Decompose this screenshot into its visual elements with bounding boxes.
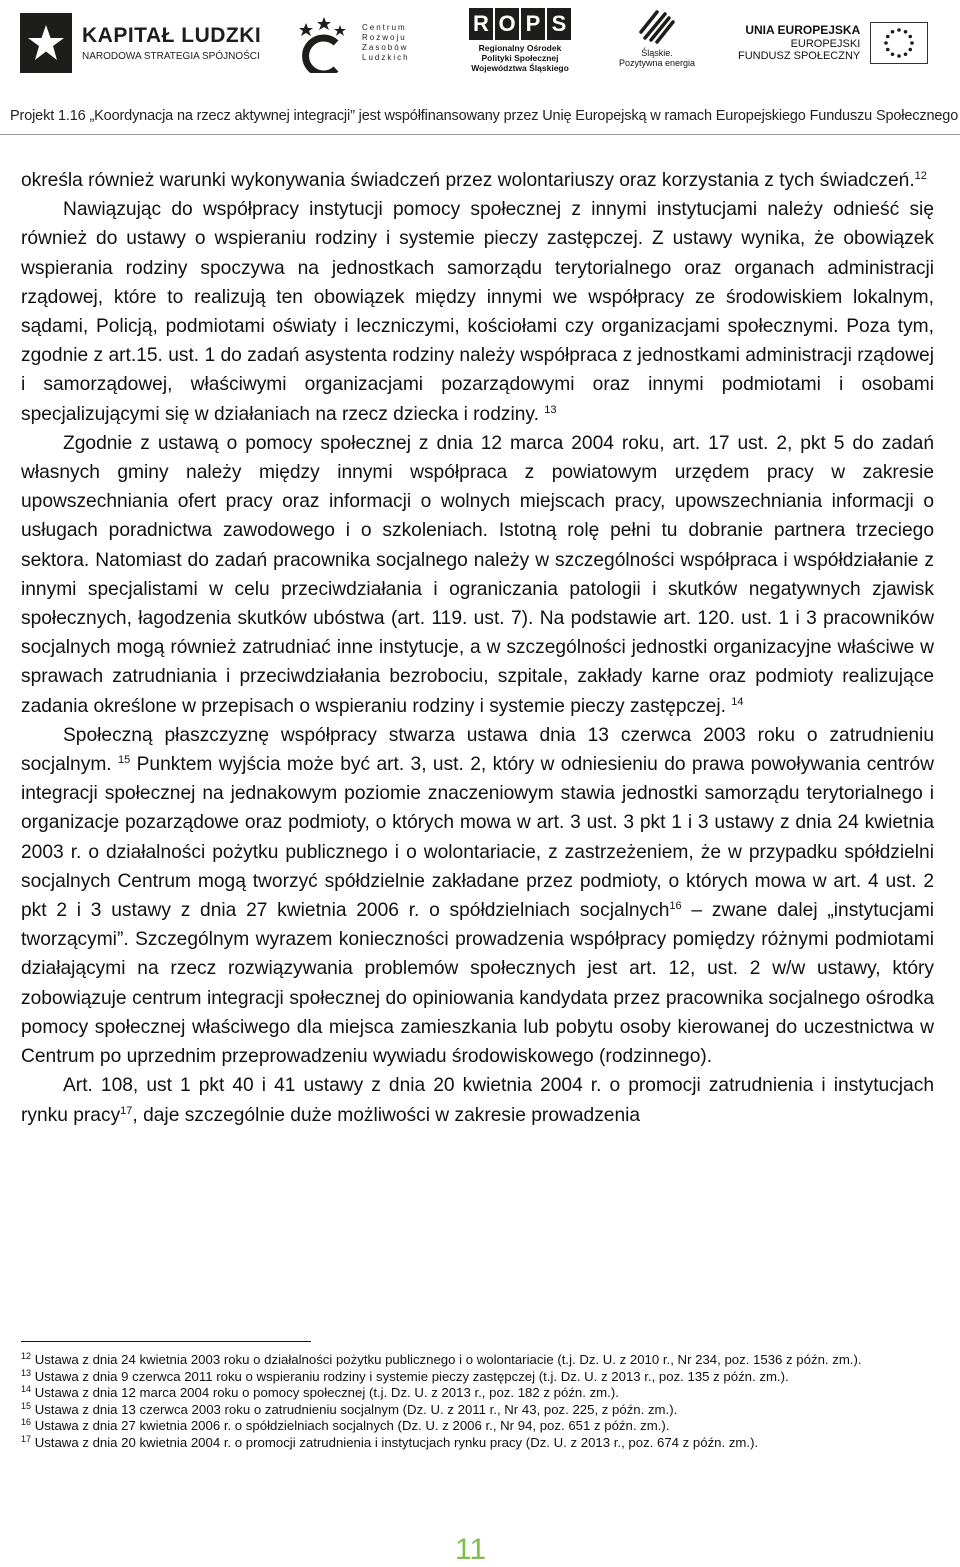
header-logos [0,0,960,95]
paragraph-3 [21,429,934,721]
footnote-text: Ustawa z dnia 27 kwietnia 2006 r. o spółdzielniach socjalnych (Dz. U. z 2006 r., Nr 94, poz. 651 z późn. zm.). [34,1418,670,1434]
footnote-12 [21,1352,936,1369]
rops-letter: S [547,8,571,40]
paragraph-1-text: określa również warunki wykonywania świadczeń przez wolontariuszy oraz korzystania z tych świadczeń. [21,170,915,191]
paragraph-2-text: Nawiązując do współpracy instytucji pomocy społecznej z innymi instytucjami należy odnieść się również do ustawy o wspieraniu rodziny i systemie pieczy zastępczej. Z ustawy wynika, że obowiązek wspierania rodziny spoczywa na jednostkach samorządu terytorialnego oraz organach administracji rządowej, które to realizują ten obowiązek między innymi we współpracy ze środowiskiem lokalnym, sądami, Policją, podmiotami oświaty i leczniczymi, kościołami czy organizacjami społecznymi. Poza tym, zgodnie z art.15. ust. 1 do zadań asystenta rodziny należy współpraca z jednostkami administracji rządowej i samorządowej, właściwymi organizacjami pozarządowymi oraz innymi podmiotami i osobami specjalizującymi się w działaniach na rzecz dziecka i rodziny. [21,199,934,425]
ue-text [738,24,860,61]
eu-flag-star [909,35,913,39]
footnote-number: 15 [21,1400,32,1411]
footnote-16 [21,1418,936,1435]
footnote-text: Ustawa z dnia 20 kwietnia 2004 r. o promocji zatrudnienia i instytucjach rynku pracy (Dz. U. z 2013 r., poz. 674 z późn. zm.). [34,1434,759,1450]
paragraph-5-text-b: , daje szczególnie duże możliwości w zakresie prowadzenia [132,1104,641,1126]
eu-flag-star [897,28,901,32]
eu-flag-star [909,48,913,52]
slaskie-tagline: Pozytywna energia [618,58,696,69]
paragraph-1 [21,166,934,195]
paragraph-4-text-b: Punktem wyjścia może być art. 3, ust. 2, który w odniesieniu do prawa powoływania centrów integracji społecznej na jednakowym poziomie znaczeniowym stawia jednostki samorządu terytorialnego i organizacje pozarządowe oraz podmioty, o których mowa w art. 3 ust. 3 pkt 1 i 3 ustawy z dnia 24 kwietnia 2003 r. o działalności pożytku publicznego i o wolontariacie, z zastrzeżeniem, że w przypadku spółdzielni socjalnych Centrum mogą tworzyć spółdzielnie zakładane przez podmioty, o których mowa w art. 4 ust. 2 pkt 2 i 3 ustawy z dnia 27 kwietnia 2006 r. o spółdzielniach socjalnych [21,754,934,922]
rops-logo [460,8,580,78]
eu-flag-star [886,48,890,52]
slaskie-emblem-icon [637,8,677,46]
footnote-ref-13: 13 [544,403,557,416]
paragraph-5-text-a: Art. 108, ust 1 pkt 40 i 41 ustawy z dnia 20 kwietnia 2004 r. o promocji zatrudnienia i instytucjach rynku pracy [21,1075,934,1126]
crzl-line-3: Zasobów [362,43,409,52]
eu-flag-star [884,41,888,45]
footnote-ref-12: 12 [914,170,927,182]
paragraph-4-text-a: Społeczną płaszczyznę współpracy stwarza ustawa dnia 13 czerwca 2003 roku o zatrudnieniu socjalnym. [21,724,934,776]
footnote-ref-16: 16 [669,900,682,913]
kapital-ludzki-logo [20,8,270,78]
rops-sub-line-2: Polityki Społecznej [481,52,559,63]
ue-line-2: EUROPEJSKI [790,37,861,50]
rops-sub-line-3: Województwa Śląskiego [471,62,569,73]
footnote-14 [21,1385,936,1402]
footnote-ref-14: 14 [731,695,744,708]
eu-flag-icon [870,22,928,64]
eu-flag-star [886,35,890,39]
kapital-ludzki-subtitle: NARODOWA STRATEGIA SPÓJNOŚCI [82,51,260,63]
crzl-logo [296,8,456,78]
eu-flag-star [897,54,901,58]
footnote-17 [21,1435,936,1452]
footnote-text: Ustawa z dnia 9 czerwca 2011 roku o wspieraniu rodziny i systemie pieczy zastępczej (t.j. Dz. U. z 2013 r., poz. 135 z późn. zm.). [34,1368,789,1384]
eu-flag-star [904,30,908,34]
eu-flag-star [904,52,908,56]
rops-letter: R [469,8,493,40]
slaskie-logo [612,8,702,78]
document-body [21,166,934,1130]
rops-letter: P [521,8,545,40]
footnote-number: 12 [21,1351,32,1361]
eu-flag-star [891,30,895,34]
crzl-line-2: Rozwoju [362,33,407,42]
kapital-ludzki-star-icon [20,13,72,73]
footnote-number: 13 [21,1367,32,1378]
paragraph-5 [21,1071,934,1129]
kapital-ludzki-title: KAPITAŁ LUDZKI [82,23,262,47]
ue-efs-logo [738,8,943,78]
footnote-13 [21,1369,936,1386]
rops-sub-line-1: Regionalny Ośrodek [478,43,562,53]
rops-subtitle [471,44,569,73]
rops-letter: O [495,8,519,40]
project-line: Projekt 1.16 „Koordynacja na rzecz aktywnej integracji” jest współfinansowany przez Unię Europejską w ramach Europejskiego Funduszu Społecznego [10,108,959,124]
slaskie-name: Śląskie. [641,48,673,58]
paragraph-4 [21,721,934,1071]
footnote-text: Ustawa z dnia 12 marca 2004 roku o pomocy społecznej (t.j. Dz. U. z 2013 r., poz. 182 z późn. zm.). [34,1385,619,1401]
crzl-line-1: Centrum [362,23,407,32]
slaskie-text [619,48,695,69]
footnote-text: Ustawa z dnia 13 czerwca 2003 roku o zatrudnieniu socjalnym (Dz. U. z 2011 r., Nr 43, poz. 225, z późn. zm.). [34,1401,678,1417]
crzl-line-4: Ludzkich [362,53,410,62]
footnote-15 [21,1402,936,1419]
crzl-text [362,23,410,63]
paragraph-3-text: Zgodnie z ustawą o pomocy społecznej z dnia 12 marca 2004 roku, art. 17 ust. 2, pkt 5 do zadań własnych gminy należy między innymi współpraca z powiatowym urzędem pracy w zakresie upowszechniania ofert pracy oraz informacji o wolnych miejscach pracy, upowszechniania informacji o usługach poradnictwa zawodowego i o szkoleniach. Istotną rolę pełni tu dobranie partnera trzeciego sektora. Natomiast do zadań pracownika socjalnego należy w szczególności współpraca i współdziałanie z innymi specjalistami w celu przeciwdziałania i ograniczania patologii i skutków negatywnych zjawisk społecznych, łagodzenia skutków ubóstwa (art. 119. ust. 7). Na podstawie art. 120. ust. 1 i 3 pracowników socjalnych mogą również zatrudniać inne instytucje, a w szczególności jednostki organizacyjne właściwe w sprawach zatrudniania i przeciwdziałania bezrobociu, szpitale, zakłady karne oraz podmioty realizujące zadania określone w przepisach o wspieraniu rodziny i systemie pieczy zastępczej. [21,432,934,717]
paragraph-2 [21,195,934,429]
footnote-number: 16 [21,1417,32,1428]
header-divider [0,134,960,135]
eu-flag-star [910,41,914,45]
page-number: 11 [455,1533,487,1566]
ue-line-1: UNIA EUROPEJSKA [745,23,861,38]
footnote-number: 14 [21,1384,32,1395]
footnote-number: 17 [21,1433,32,1444]
footnote-ref-15: 15 [118,754,131,767]
paragraph-4-text-c: – zwane dalej „instytucjami tworzącymi”. Szczególnym wyrazem konieczności prowadzenia współpracy pomiędzy różnymi podmiotami działającymi na rzecz rozwiązywania problemów społecznych jest art. 12, ust. 2 w/w ustawy, który zobowiązuje centrum integracji społecznej do opiniowania kandydata przez pracownika socjalnego ośrodka pomocy społecznej właściwego dla miejsca zamieszkania lub pobytu osoby kierowanej do uczestnictwa w Centrum po uprzednim przeprowadzeniu wywiadu środowiskowego (rodzinnego). [21,900,934,1068]
crzl-stars-icon [296,13,356,73]
ue-line-3: FUNDUSZ SPOŁECZNY [738,49,861,62]
rops-letters [469,8,571,40]
footnote-ref-17: 17 [120,1104,133,1117]
footnote-separator [21,1341,311,1342]
eu-flag-star [891,52,895,56]
footnotes [21,1352,936,1452]
footnote-text: Ustawa z dnia 24 kwietnia 2003 roku o działalności pożytku publicznego i o wolontariacie (t.j. Dz. U. z 2010 r., Nr 234, poz. 1536 z późn. zm.). [34,1352,862,1367]
